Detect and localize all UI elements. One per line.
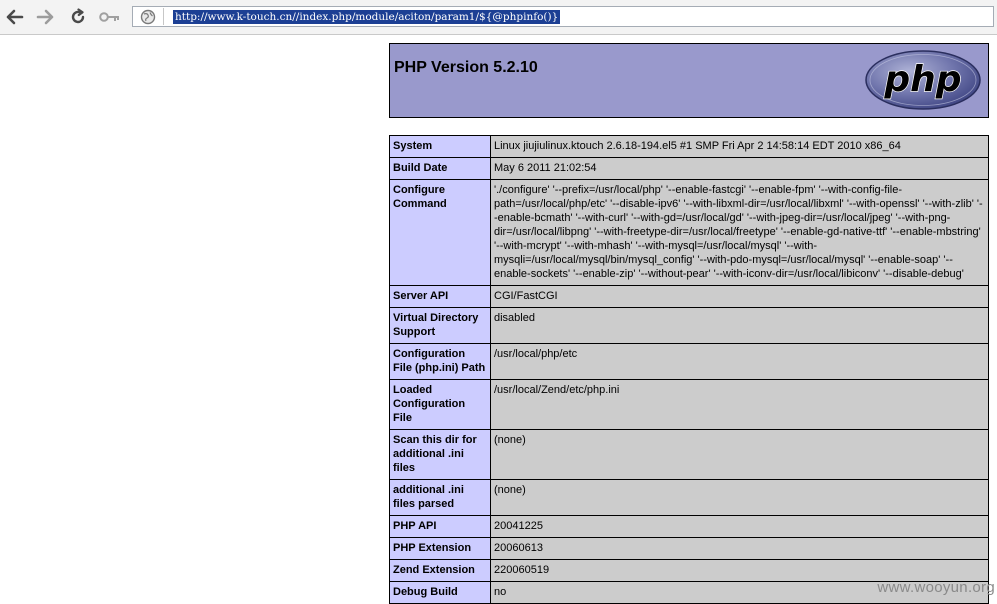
row-value: './configure' '--prefix=/usr/local/php' '--enable-fastcgi' '--enable-fpm' '--with-config-file-path=/usr/local/php/etc' '--disable-ipv6' '--with-libxml-dir=/usr/local/libxml' '--with-openssl' '--with-zlib' '--enable-bcmath' '--with-curl' '--with-gd=/usr/local/gd' '--with-jpeg-dir=/usr/local/jpeg' '--with-png-dir=/usr/local/libpng' '--with-freetype-dir=/usr/local/freetype' '--enable-gd-native-ttf' '--enable-mbstring' '--with-mcrypt' '--with-mhash' '--with-mysql=/usr/local/mysql' '--with-mysqli=/usr/local/mysql/bin/mysql_config' '--with-pdo-mysql=/usr/local/mysql' '--enable-soap' '--enable-sockets' '--enable-zip' '--without-pear' '--with-iconv-dir=/usr/local/libiconv' '--disable-debug' — [491, 180, 989, 286]
row-key: Configuration File (php.ini) Path — [390, 344, 491, 380]
row-key: PHP Extension — [390, 538, 491, 560]
table-row — [390, 516, 989, 538]
table-row — [390, 136, 989, 158]
table-row — [390, 344, 989, 380]
row-key: Virtual Directory Support — [390, 308, 491, 344]
row-value: (none) — [491, 430, 989, 480]
row-value: 220060519 — [491, 560, 989, 582]
row-value: CGI/FastCGI — [491, 286, 989, 308]
phpinfo-header — [389, 43, 989, 118]
url-text[interactable]: http://www.k-touch.cn//index.php/module/aciton/param1/${@phpinfo()} — [175, 11, 559, 23]
key-icon — [99, 10, 121, 24]
table-row — [390, 308, 989, 344]
php-logo — [864, 49, 982, 111]
globe-icon — [140, 9, 156, 25]
php-logo-text: php — [884, 59, 962, 100]
reload-button[interactable] — [67, 6, 89, 28]
address-bar[interactable] — [132, 6, 994, 27]
arrow-left-icon — [6, 9, 24, 25]
table-row — [390, 286, 989, 308]
table-row — [390, 380, 989, 430]
row-key: Server API — [390, 286, 491, 308]
row-key: Debug Build — [390, 582, 491, 604]
row-key: Build Date — [390, 158, 491, 180]
table-row — [390, 180, 989, 286]
row-value: /usr/local/php/etc — [491, 344, 989, 380]
address-bar-separator — [163, 8, 164, 25]
browser-toolbar — [0, 0, 997, 35]
reload-icon — [69, 8, 87, 26]
table-row — [390, 158, 989, 180]
row-key: PHP API — [390, 516, 491, 538]
row-value: (none) — [491, 480, 989, 516]
row-key: Zend Extension — [390, 560, 491, 582]
row-value: May 6 2011 21:02:54 — [491, 158, 989, 180]
arrow-right-icon — [36, 9, 54, 25]
key-button[interactable] — [98, 6, 122, 28]
forward-button[interactable] — [34, 6, 56, 28]
phpinfo-table — [389, 135, 989, 604]
row-value: disabled — [491, 308, 989, 344]
row-value: no — [491, 582, 989, 604]
row-key: Scan this dir for additional .ini files — [390, 430, 491, 480]
row-value: /usr/local/Zend/etc/php.ini — [491, 380, 989, 430]
table-row — [390, 538, 989, 560]
php-version-title: PHP Version 5.2.10 — [394, 59, 538, 76]
table-row — [390, 430, 989, 480]
back-button[interactable] — [4, 6, 26, 28]
row-value: 20060613 — [491, 538, 989, 560]
watermark: www.wooyun.org — [877, 579, 995, 596]
row-value: 20041225 — [491, 516, 989, 538]
table-row — [390, 480, 989, 516]
row-key: System — [390, 136, 491, 158]
row-key: Loaded Configuration File — [390, 380, 491, 430]
row-key: additional .ini files parsed — [390, 480, 491, 516]
row-key: Configure Command — [390, 180, 491, 286]
row-value: Linux jiujiulinux.ktouch 2.6.18-194.el5 #1 SMP Fri Apr 2 14:58:14 EDT 2010 x86_64 — [491, 136, 989, 158]
